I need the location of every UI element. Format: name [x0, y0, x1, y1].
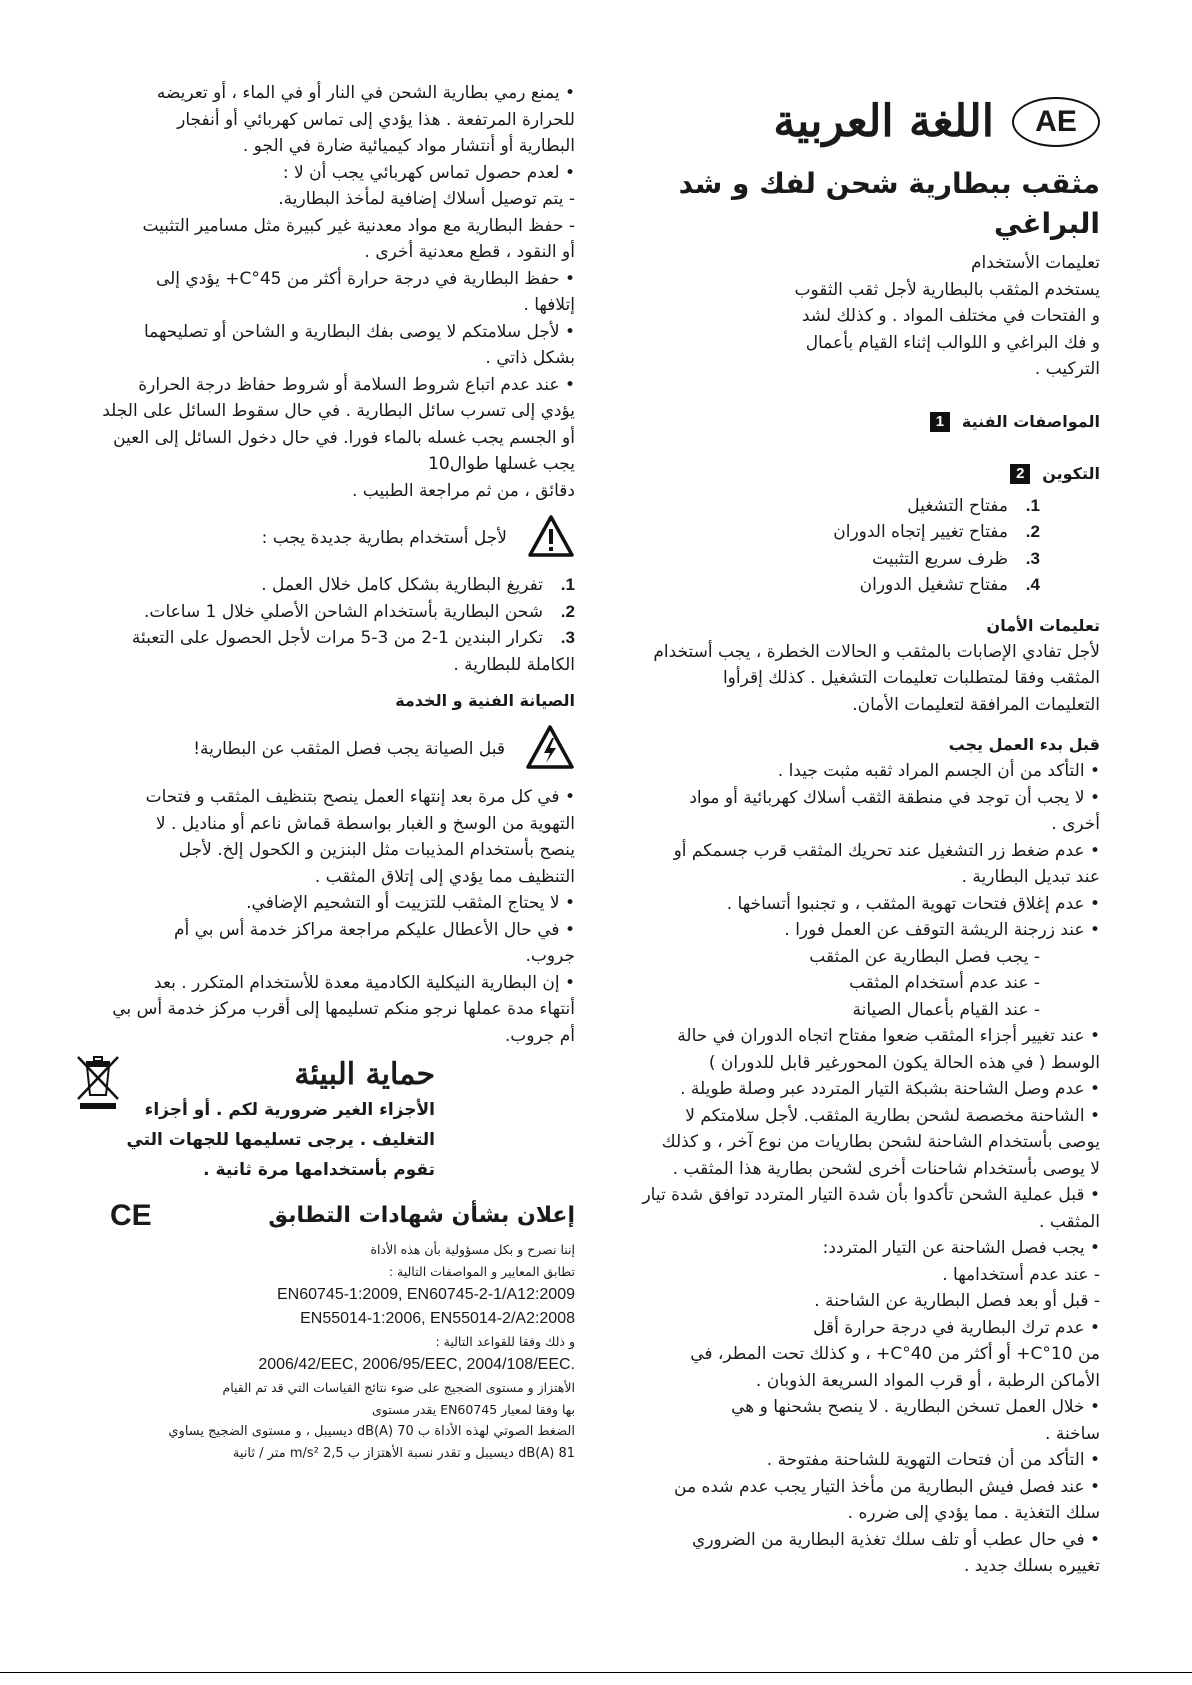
- noise-line: 81 dB(A) ديسيبل و تقدر نسبة الأهتزاز ب 2,5 m/s² متر / ثانية: [232, 1446, 575, 1461]
- environment-title: حماية البيئة: [294, 1057, 435, 1092]
- list-item: • الشاحنة مخصصة لشحن بطارية المثقب. لأجل سلامتكم لا: [685, 1105, 1100, 1126]
- parts-list: [610, 493, 1100, 599]
- list-item: ساخنة .: [1045, 1423, 1100, 1444]
- new-battery-warning: [70, 514, 575, 562]
- list-item: أو الجسم يجب غسله بالماء فورا. في حال دخول السائل إلى العين: [113, 427, 575, 448]
- declaration-line: إننا نصرح و بكل مسؤولية بأن هذه الأداة: [370, 1242, 575, 1257]
- list-item: - عند عدم أستخدامها .: [942, 1264, 1100, 1285]
- environment-text-block: [126, 1055, 575, 1185]
- list-item: • عند عدم اتباع شروط السلامة أو شروط حفاظ درجة الحرارة: [138, 374, 575, 395]
- list-item: الوسط ( في هذه الحالة يكون المحورغير قابل للدوران ): [708, 1052, 1100, 1073]
- left-column: [70, 80, 575, 1465]
- list-item: 1.مفتاح التشغيل: [907, 495, 1040, 516]
- safety-heading: تعليمات الأمان: [986, 615, 1100, 635]
- electric-hazard-icon: [525, 724, 575, 774]
- safety-line: التعليمات المرافقة لتعليمات الأمان.: [852, 694, 1100, 715]
- usage-line: يستخدم المثقب بالبطارية لأجل ثقب الثقوب: [794, 279, 1100, 300]
- composition-heading-label: التكوين: [1042, 463, 1100, 483]
- list-item: دقائق ، من ثم مراجعة الطبيب .: [351, 480, 575, 501]
- list-item: • عدم ترك البطارية في درجة حرارة أقل: [813, 1317, 1100, 1338]
- list-item: أخرى .: [1051, 814, 1100, 834]
- standards-line: EN55014-1:2006, EN55014-2/A2:2008: [300, 1310, 575, 1327]
- list-item: 2.شحن البطارية بأستخدام الشاحن الأصلي خلال 1 ساعات.: [144, 601, 575, 622]
- list-item: • يمنع رمي بطارية الشحن في النار أو في الماء ، أو تعريضه: [156, 83, 575, 103]
- maintenance-heading: الصيانة الفنية و الخدمة: [395, 691, 575, 710]
- safety-line: المثقب وفقا لمتطلبات تعليمات التشغيل . كذلك إقرأوا: [722, 668, 1100, 688]
- specs-heading: [610, 409, 1100, 435]
- before-work-list: [610, 758, 1100, 1580]
- declaration-line: تطابق المعايير و المواصفات التالية :: [388, 1264, 575, 1279]
- list-item: 3.ظرف سريع التثبيت: [872, 548, 1040, 569]
- list-item: 3.تكرار البندين 1-2 من 3-5 مرات لأجل الحصول على التعبئة: [131, 628, 575, 648]
- page-bottom-rule: [0, 1672, 1192, 1673]
- list-item: عند تبديل البطارية .: [961, 867, 1100, 887]
- environment-section: [70, 1055, 575, 1185]
- list-item: تغييره بسلك جديد .: [963, 1556, 1100, 1576]
- list-item: يجب غسلها طوال10: [428, 454, 575, 474]
- noise-line: بها وفقا لمعيار EN60745 يقدر مستوى: [371, 1402, 575, 1417]
- declaration-title: إعلان بشأن شهادات التطابق: [268, 1203, 575, 1228]
- list-item: المثقب .: [1039, 1211, 1100, 1232]
- usage-line: التركيب .: [1034, 359, 1100, 379]
- battery-safety-list: [70, 80, 575, 504]
- list-item: - يتم توصيل أسلاك إضافية لمأخذ البطارية.: [278, 189, 575, 209]
- list-item: للحرارة المرتفعة . هذا يؤدي إلى تماس كهربائي أو أنفجار: [177, 109, 575, 130]
- list-item: - حفظ البطارية مع مواد معدنية غير كبيرة مثل مسامير التثبيت: [142, 215, 575, 236]
- list-item: 2.مفتاح تغيير إتجاه الدوران: [833, 522, 1040, 542]
- list-item: • لعدم حصول تماس كهربائي يجب أن لا :: [282, 162, 575, 183]
- list-item: • يجب فصل الشاحنة عن التيار المتردد:: [822, 1238, 1100, 1258]
- list-item: جروب.: [525, 946, 575, 966]
- language-header: [610, 94, 1100, 150]
- list-item: - يجب فصل البطارية عن المثقب: [809, 946, 1040, 967]
- list-item: 4.مفتاح تشغيل الدوران: [859, 575, 1040, 595]
- list-item: من 10°C+ أو أكثر من 40°C+ ، و كذلك تحت المطر، في: [690, 1344, 1100, 1364]
- list-item: • التأكد من أن فتحات التهوية للشاحنة مفتوحة .: [766, 1450, 1100, 1470]
- list-item: • عند فصل فيش البطارية من مأخذ التيار يجب عدم شده من: [674, 1476, 1100, 1497]
- list-item: • إن البطارية النيكلية الكادمية معدة للأستخدام المتكرر . بعد: [154, 972, 575, 993]
- usage-line: و الفتحات في مختلف المواد . و كذلك لشد: [801, 306, 1100, 326]
- figure-ref-2: 2: [1010, 464, 1030, 484]
- list-item: سلك التغذية . مما يؤدي إلى ضرره .: [847, 1503, 1100, 1523]
- noise-line: الضغط الصوتي لهذه الأداة ب 70 dB(A) ديسيبل ، و مستوى الضجيج يساوي: [168, 1424, 575, 1439]
- maintenance-warning-text: قبل الصيانة يجب فصل المثقب عن البطارية!: [193, 739, 505, 759]
- list-item: • خلال العمل تسخن البطارية . لا ينصح بشحنها و هي: [731, 1397, 1100, 1417]
- charge-steps: [70, 572, 575, 652]
- usage-line: و فك البراغي و اللوالب إثناء القيام بأعمال: [805, 332, 1100, 353]
- declaration-body: [70, 1239, 575, 1465]
- figure-ref-1: 1: [930, 412, 950, 432]
- list-item: - قبل أو بعد فصل البطارية عن الشاحنة .: [814, 1291, 1100, 1311]
- list-item: يؤدي إلى تسرب سائل البطارية . في حال سقوط السائل على الجلد: [102, 401, 575, 421]
- list-item: - عند القيام بأعمال الصيانة: [852, 999, 1040, 1020]
- charge-steps-tail: الكاملة للبطارية .: [453, 654, 575, 675]
- list-item: • عدم ضغط زر التشغيل عند تحريك المثقب قرب جسمكم أو: [673, 840, 1100, 861]
- specs-heading-label: المواصفات الفنية: [961, 411, 1100, 431]
- rules-line: و ذلك وفقا للقواعد التالية :: [435, 1334, 575, 1349]
- list-item: • لأجل سلامتكم لا يوصى بفك البطارية و الشاحن أو تصليحهما: [143, 321, 575, 342]
- list-item: يوصى بأستخدام الشاحنة لشحن بطاريات من نوع آخر ، و كذلك: [661, 1132, 1100, 1152]
- environment-line: التغليف . يرجى تسليمها للجهات التي: [126, 1130, 435, 1150]
- before-work-heading: قبل بدء العمل يجب: [948, 735, 1100, 754]
- list-item: • في حال الأعطال عليكم مراجعة مراكز خدمة أس بي أم: [173, 919, 575, 940]
- usage-heading: تعليمات الأستخدام: [970, 253, 1100, 273]
- list-item: • حفظ البطارية في درجة حرارة أكثر من 45°C+ يؤدي إلى: [155, 268, 575, 289]
- list-item: • عدم وصل الشاحنة بشبكة التيار المتردد عبر وصلة طويلة .: [680, 1079, 1100, 1099]
- list-item: • التأكد من أن الجسم المراد ثقبه مثبت جيدا .: [777, 761, 1100, 781]
- list-item: • في كل مرة بعد إنتهاء العمل ينصح بتنظيف المثقب و فتحات: [145, 787, 575, 807]
- warning-triangle-icon: [527, 514, 575, 562]
- directives-line: 2006/42/EEC, 2006/95/EEC, 2004/108/EEC.: [258, 1356, 575, 1373]
- list-item: • عند زرجنة الريشة التوقف عن العمل فورا .: [784, 920, 1100, 940]
- list-item: • في حال عطب أو تلف سلك تغذية البطارية من الضروري: [692, 1529, 1100, 1550]
- list-item: إتلافها .: [523, 295, 575, 315]
- standards-line: EN60745-1:2009, EN60745-2-1/A12:2009: [277, 1286, 575, 1303]
- noise-line: الأهتزاز و مستوى الضجيج على ضوء نتائج القياسات التي قد تم القيام: [222, 1380, 575, 1395]
- maintenance-list: [70, 784, 575, 1049]
- safety-line: لأجل تفادي الإصابات بالمثقب و الحالات الخطرة ، يجب أستخدام: [653, 641, 1100, 662]
- list-item: 1.تفريغ البطارية بشكل كامل خلال العمل .: [261, 575, 575, 595]
- right-column: [610, 80, 1100, 1580]
- list-item: ينصح بأستخدام المذيبات مثل البنزين و الكحول إلخ. لأجل: [178, 840, 575, 860]
- ce-mark: CE: [110, 1199, 152, 1232]
- list-item: أو النقود ، قطع معدنية أخرى .: [364, 242, 575, 262]
- list-item: التهوية من الوسخ و الغبار بواسطة قماش ناعم أو مناديل . لا: [155, 813, 575, 834]
- language-badge: AE: [1012, 97, 1100, 147]
- list-item: • عدم إغلاق فتحات تهوية المثقب ، و تجنبوا أتساخها .: [726, 893, 1100, 914]
- list-item: بشكل ذاتي .: [485, 348, 575, 368]
- list-item: التنظيف مما يؤدي إلى إتلاق المثقب .: [314, 866, 575, 887]
- list-item: • لا يجب أن توجد في منطقة الثقب أسلاك كهربائية أو مواد: [689, 787, 1100, 808]
- list-item: الأماكن الرطبة ، أو قرب المواد السريعة الذوبان .: [755, 1370, 1100, 1391]
- list-item: • قبل عملية الشحن تأكدوا بأن شدة التيار المتردد توافق شدة تيار: [642, 1185, 1100, 1205]
- list-item: أنتهاء مدة عملها نرجو منكم تسليمها إلى أقرب مركز خدمة أس بي: [112, 999, 575, 1019]
- new-battery-note: لأجل أستخدام بطارية جديدة يجب :: [261, 528, 507, 548]
- maintenance-warning: [70, 724, 575, 774]
- product-title: مثقب ببطارية شحن لفك و شد البراغي: [678, 167, 1100, 240]
- list-item: البطارية أو أنتشار مواد كيميائية ضارة في الجو .: [242, 136, 575, 156]
- environment-line: تقوم بأستخدامها مرة ثانية .: [203, 1160, 435, 1180]
- list-item: - عند عدم أستخدام المثقب: [849, 973, 1040, 993]
- list-item: • لا يحتاج المثقب للتزييت أو التشحيم الإضافي.: [246, 893, 575, 913]
- declaration-row: [70, 1199, 575, 1233]
- environment-line: الأجزاء الغير ضرورية لكم . أو أجزاء: [144, 1100, 435, 1120]
- list-item: لا يوصى بأستخدام شاحنات أخرى لشحن بطارية هذا المثقب .: [672, 1158, 1100, 1179]
- language-title: اللغة العربية: [773, 96, 994, 147]
- list-item: • عند تغيير أجزاء المثقب ضعوا مفتاح اتجاه الدوران في حالة: [677, 1026, 1100, 1046]
- recycle-bin-icon: [76, 1053, 120, 1115]
- composition-heading: [610, 461, 1100, 487]
- list-item: أم جروب.: [504, 1025, 575, 1046]
